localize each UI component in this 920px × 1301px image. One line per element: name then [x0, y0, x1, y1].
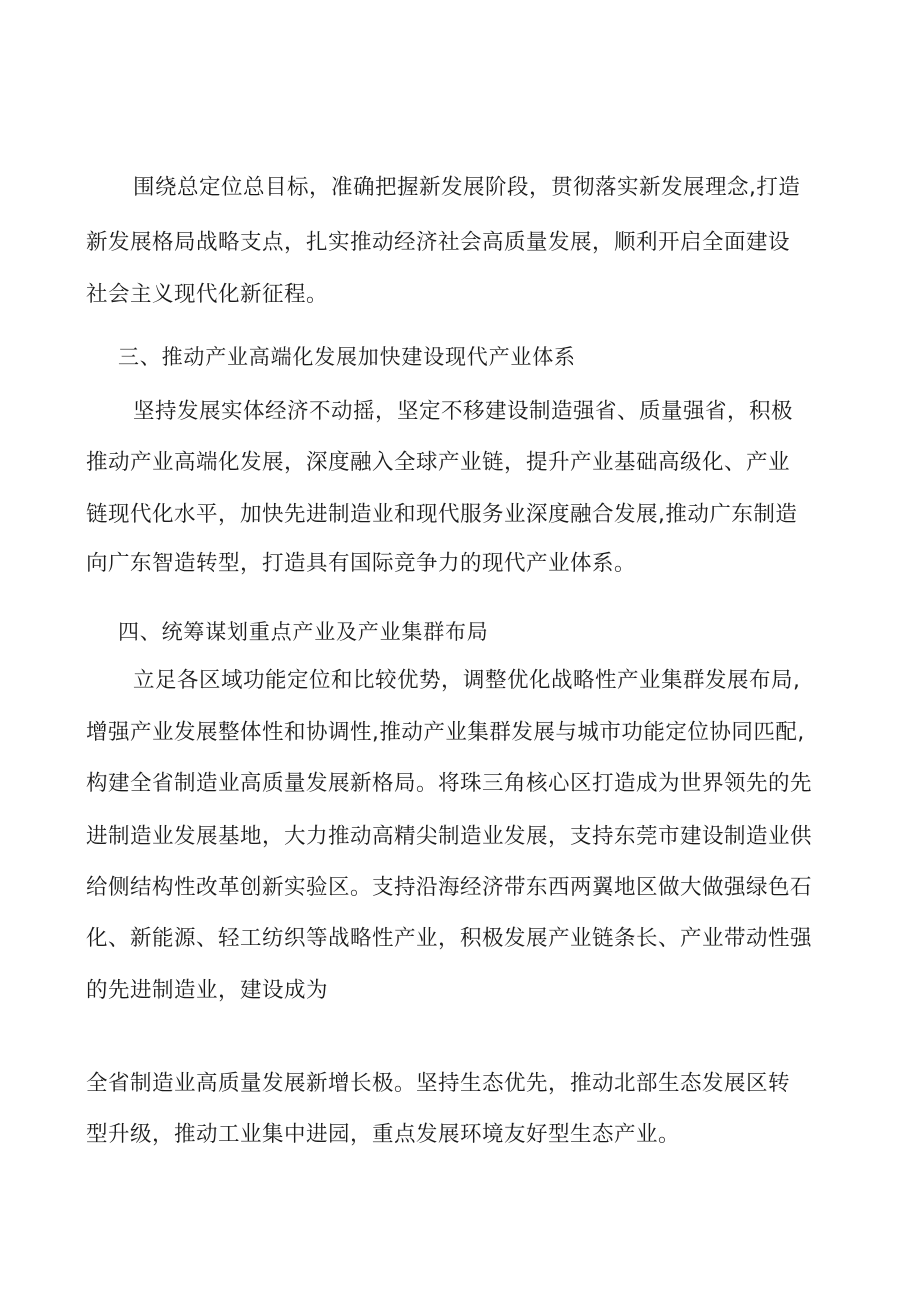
- paragraph-3-line-7: 的先进制造业，建设成为: [86, 978, 329, 1003]
- paragraph-2-line-4: 向广东智造转型，打造具有国际竞争力的现代产业体系。: [86, 551, 637, 576]
- section-heading-3: 三、推动产业高端化发展加快建设现代产业体系: [118, 345, 576, 369]
- paragraph-3-line-3: 构建全省制造业高质量发展新格局。将珠三角核心区打造成为世界领先的先: [86, 771, 813, 796]
- paragraph-3-line-2: 增强产业发展整体性和协调性,推动产业集群发展与城市功能定位协同匹配,: [86, 720, 805, 745]
- paragraph-4-line-1: 全省制造业高质量发展新增长极。坚持生态优先，推动北部生态发展区转: [86, 1071, 791, 1096]
- section-heading-4: 四、统筹谋划重点产业及产业集群布局: [118, 620, 489, 644]
- paragraph-3-line-6: 化、新能源、轻工纺织等战略性产业，积极发展产业链条长、产业带动性强: [86, 926, 813, 951]
- paragraph-1-line-2: 新发展格局战略支点，扎实推动经济社会高质量发展，顺利开启全面建设: [86, 230, 791, 255]
- paragraph-3-line-1: 立足各区域功能定位和比较优势，调整优化战略性产业集群发展布局,: [133, 668, 801, 693]
- paragraph-2-line-1: 坚持发展实体经济不动摇，坚定不移建设制造强省、质量强省，积极: [133, 399, 794, 424]
- paragraph-3-line-5: 给侧结构性改革创新实验区。支持沿海经济带东西两翼地区做大做强绿色石: [86, 875, 813, 900]
- paragraph-3-line-4: 进制造业发展基地，大力推动高精尖制造业发展，支持东莞市建设制造业供: [86, 824, 813, 849]
- paragraph-1-line-1: 围绕总定位总目标，准确把握新发展阶段，贯彻落实新发展理念,打造: [133, 175, 801, 200]
- paragraph-2-line-2: 推动产业高端化发展，深度融入全球产业链，提升产业基础高级化、产业: [86, 450, 791, 475]
- paragraph-1-line-3: 社会主义现代化新征程。: [86, 282, 329, 307]
- paragraph-4-line-2: 型升级，推动工业集中进园，重点发展环境友好型生态产业。: [86, 1122, 681, 1147]
- paragraph-2-line-3: 链现代化水平，加快先进制造业和现代服务业深度融合发展,推动广东制造: [86, 502, 798, 527]
